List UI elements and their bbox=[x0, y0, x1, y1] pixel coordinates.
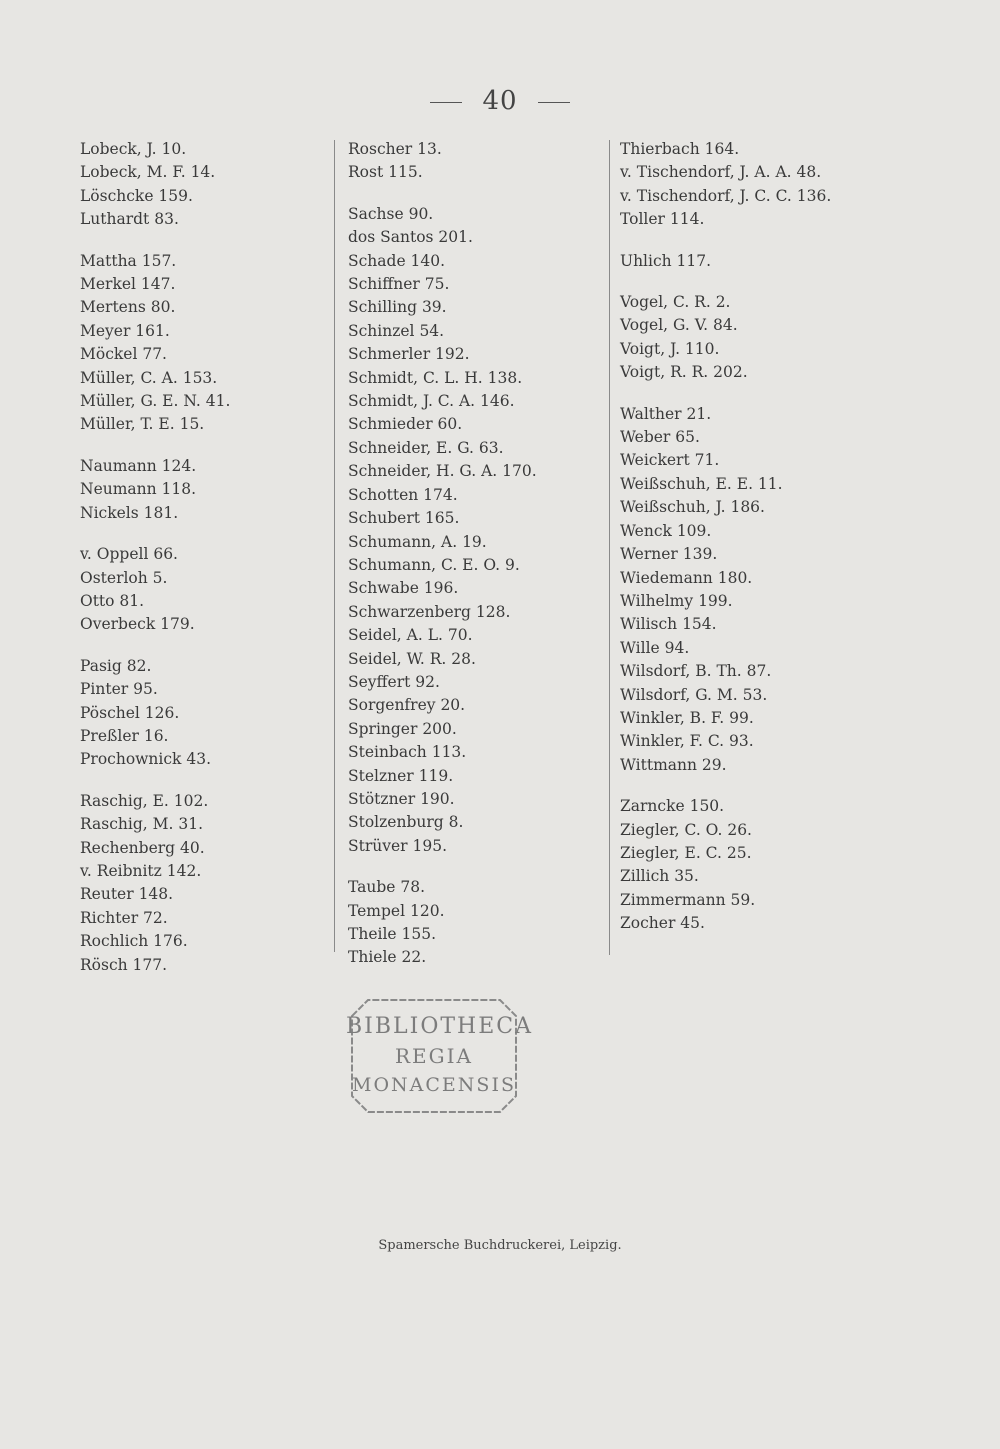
column-divider-1 bbox=[334, 140, 335, 952]
index-entry: Prochownick 43. bbox=[80, 750, 212, 769]
index-group bbox=[80, 138, 320, 232]
index-entry: Schilling 39. bbox=[348, 298, 447, 317]
index-entry: Strüver 195. bbox=[348, 836, 448, 855]
index-entry: Schumann, C. E. O. 9. bbox=[348, 555, 520, 574]
index-entry: Sachse 90. bbox=[348, 204, 434, 223]
index-entry: Weißschuh, E. E. 11. bbox=[620, 474, 783, 493]
index-entry: Schinzel 54. bbox=[348, 321, 445, 340]
index-entry: Roscher 13. bbox=[348, 140, 442, 158]
index-entry: Weickert 71. bbox=[620, 451, 720, 470]
index-entry: Pasig 82. bbox=[80, 656, 152, 675]
index-entry: Steinbach 113. bbox=[348, 743, 467, 762]
index-group bbox=[348, 138, 593, 185]
index-group bbox=[80, 250, 320, 437]
index-entry: Schneider, H. G. A. 170. bbox=[348, 462, 537, 481]
index-entry: v. Tischendorf, J. C. C. 136. bbox=[620, 186, 832, 205]
index-entry: Thiele 22. bbox=[348, 948, 427, 967]
index-entry: Schotten 174. bbox=[348, 485, 458, 504]
index-group bbox=[620, 291, 920, 385]
index-entry: Rösch 177. bbox=[80, 955, 168, 974]
index-entry: Otto 81. bbox=[80, 591, 145, 610]
index-entry: Mattha 157. bbox=[80, 251, 177, 270]
index-entry: Müller, T. E. 15. bbox=[80, 415, 205, 434]
index-entry: dos Santos 201. bbox=[348, 228, 473, 247]
index-entry: Ziegler, E. C. 25. bbox=[620, 843, 752, 862]
index-entry: Stötzner 190. bbox=[348, 789, 455, 808]
index-entry: Schubert 165. bbox=[348, 509, 460, 528]
index-entry: Taube 78. bbox=[348, 878, 426, 897]
index-entry: Wiedemann 180. bbox=[620, 568, 753, 587]
index-entry: Sorgenfrey 20. bbox=[348, 696, 466, 715]
index-entry: Zimmermann 59. bbox=[620, 890, 756, 909]
index-entry: Uhlich 117. bbox=[620, 251, 712, 270]
index-group bbox=[620, 138, 920, 232]
index-entry: Neumann 118. bbox=[80, 480, 197, 499]
index-entry: Lobeck, M. F. 14. bbox=[80, 163, 216, 182]
index-entry: Osterloh 5. bbox=[80, 568, 168, 587]
index-entry: Löschcke 159. bbox=[80, 186, 193, 205]
index-entry: Schmidt, C. L. H. 138. bbox=[348, 368, 523, 387]
index-entry: Meyer 161. bbox=[80, 321, 170, 340]
index-entry: Schneider, E. G. 63. bbox=[348, 438, 504, 457]
column-divider-2 bbox=[609, 140, 610, 955]
index-entry: Richter 72. bbox=[80, 908, 168, 927]
index-entry: Raschig, E. 102. bbox=[80, 791, 209, 810]
stamp-text-line-1: BIBLIOTHECA bbox=[346, 1014, 533, 1039]
index-group bbox=[80, 655, 320, 772]
index-group bbox=[620, 250, 920, 273]
index-column-right bbox=[620, 138, 920, 954]
index-entry: Rochlich 176. bbox=[80, 932, 188, 951]
index-entry: Zocher 45. bbox=[620, 914, 705, 933]
header-dash-left bbox=[430, 102, 462, 103]
printer-imprint: Spamersche Buchdruckerei, Leipzig. bbox=[378, 1238, 622, 1253]
index-entry: Naumann 124. bbox=[80, 456, 197, 475]
index-entry: Reuter 148. bbox=[80, 885, 174, 904]
index-entry: Toller 114. bbox=[620, 210, 705, 229]
index-entry: Zarncke 150. bbox=[620, 797, 725, 816]
index-entry: Wittmann 29. bbox=[620, 755, 727, 774]
index-entry: Müller, C. A. 153. bbox=[80, 368, 218, 387]
index-entry: Schiffner 75. bbox=[348, 275, 450, 294]
index-entry: Tempel 120. bbox=[348, 901, 445, 920]
index-entry: v. Reibnitz 142. bbox=[80, 861, 202, 880]
index-entry: Walther 21. bbox=[620, 404, 712, 423]
index-group bbox=[348, 203, 593, 858]
index-group bbox=[80, 543, 320, 637]
index-entry: Lobeck, J. 10. bbox=[80, 140, 187, 158]
index-entry: Winkler, B. F. 99. bbox=[620, 708, 754, 727]
index-group bbox=[348, 876, 593, 970]
index-entry: Schumann, A. 19. bbox=[348, 532, 487, 551]
index-column-left bbox=[80, 138, 320, 995]
index-entry: Nickels 181. bbox=[80, 503, 179, 522]
index-entry: Schade 140. bbox=[348, 251, 446, 270]
index-entry: Springer 200. bbox=[348, 719, 457, 738]
index-entry: Seidel, A. L. 70. bbox=[348, 626, 473, 645]
index-entry: Raschig, M. 31. bbox=[80, 815, 203, 834]
index-column-middle bbox=[348, 138, 593, 988]
index-entry: Ziegler, C. O. 26. bbox=[620, 820, 752, 839]
index-entry: Schwabe 196. bbox=[348, 579, 459, 598]
index-group bbox=[620, 403, 920, 778]
index-entry: Wilhelmy 199. bbox=[620, 591, 733, 610]
page-number: 40 bbox=[482, 86, 518, 116]
index-entry: Merkel 147. bbox=[80, 275, 176, 294]
index-entry: Winkler, F. C. 93. bbox=[620, 732, 754, 751]
stamp-text-line-3: MONACENSIS bbox=[352, 1074, 516, 1096]
index-entry: Vogel, C. R. 2. bbox=[620, 293, 731, 312]
index-entry: Wille 94. bbox=[620, 638, 690, 657]
index-entry: Stolzenburg 8. bbox=[348, 813, 464, 832]
index-group bbox=[80, 455, 320, 525]
index-entry: Thierbach 164. bbox=[620, 140, 740, 158]
library-stamp bbox=[346, 994, 533, 1118]
index-entry: Preßler 16. bbox=[80, 726, 169, 745]
index-entry: Schmieder 60. bbox=[348, 415, 463, 434]
index-entry: v. Oppell 66. bbox=[80, 545, 178, 564]
index-entry: Schmerler 192. bbox=[348, 345, 470, 364]
index-entry: Wilsdorf, G. M. 53. bbox=[620, 685, 768, 704]
page-number-header bbox=[0, 86, 1000, 116]
index-group bbox=[620, 795, 920, 935]
index-entry: Vogel, G. V. 84. bbox=[620, 316, 738, 335]
index-entry: Schmidt, J. C. A. 146. bbox=[348, 392, 515, 411]
index-entry: Mertens 80. bbox=[80, 298, 176, 317]
stamp-text-line-2: REGIA bbox=[395, 1044, 473, 1068]
index-entry: Wilisch 154. bbox=[620, 615, 717, 634]
index-entry: Seyffert 92. bbox=[348, 672, 440, 691]
index-entry: Pinter 95. bbox=[80, 680, 158, 699]
index-entry: Weißschuh, J. 186. bbox=[620, 498, 765, 517]
index-entry: Luthardt 83. bbox=[80, 210, 179, 229]
index-entry: Voigt, R. R. 202. bbox=[620, 363, 748, 382]
index-entry: Möckel 77. bbox=[80, 345, 167, 364]
index-entry: Rost 115. bbox=[348, 163, 423, 182]
index-entry: Rechenberg 40. bbox=[80, 838, 205, 857]
index-entry: Seidel, W. R. 28. bbox=[348, 649, 476, 668]
index-entry: Stelzner 119. bbox=[348, 766, 454, 785]
index-entry: Wenck 109. bbox=[620, 521, 712, 540]
index-entry: Müller, G. E. N. 41. bbox=[80, 392, 231, 411]
index-entry: v. Tischendorf, J. A. A. 48. bbox=[620, 163, 822, 182]
header-dash-right bbox=[538, 102, 570, 103]
index-entry: Weber 65. bbox=[620, 428, 700, 447]
index-entry: Overbeck 179. bbox=[80, 615, 195, 634]
index-entry: Theile 155. bbox=[348, 925, 437, 943]
index-entry: Wilsdorf, B. Th. 87. bbox=[620, 662, 772, 681]
index-group bbox=[80, 790, 320, 977]
index-entry: Schwarzenberg 128. bbox=[348, 602, 511, 621]
index-entry: Zillich 35. bbox=[620, 867, 699, 886]
index-entry: Pöschel 126. bbox=[80, 703, 180, 722]
index-entry: Voigt, J. 110. bbox=[620, 339, 720, 358]
index-entry: Werner 139. bbox=[620, 545, 718, 564]
